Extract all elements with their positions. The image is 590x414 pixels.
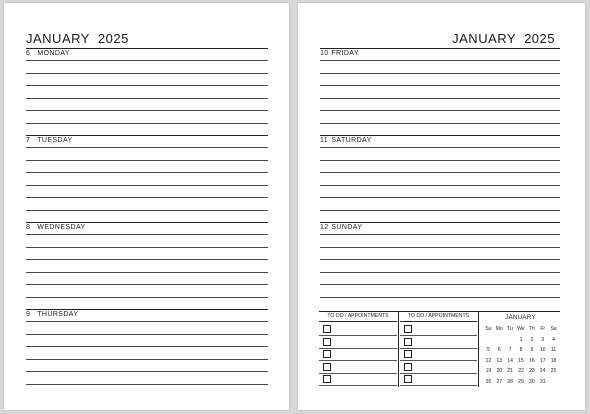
calendar-day <box>483 335 494 346</box>
calendar-day: 3 <box>541 336 545 343</box>
writing-line[interactable] <box>26 234 268 235</box>
writing-line[interactable] <box>26 384 268 385</box>
day-name: THURSDAY <box>37 311 79 318</box>
writing-line[interactable] <box>26 60 268 61</box>
day-header-rule <box>320 222 560 223</box>
todo-row[interactable] <box>319 323 397 336</box>
writing-line[interactable] <box>26 284 268 285</box>
writing-line[interactable] <box>26 73 268 74</box>
calendar-day: 17 <box>539 357 546 364</box>
todo-row[interactable] <box>400 323 477 336</box>
day-section <box>26 309 268 392</box>
checkbox[interactable] <box>323 350 331 358</box>
writing-line[interactable] <box>320 297 560 298</box>
writing-line[interactable] <box>320 284 560 285</box>
calendar-day: 20 <box>496 368 503 374</box>
calendar-month: JANUARY <box>505 314 536 321</box>
day-name: FRIDAY <box>331 50 359 57</box>
checkbox[interactable] <box>323 363 331 371</box>
day-label <box>26 311 78 318</box>
calendar-day: 2 <box>530 336 534 343</box>
day-label <box>26 50 70 57</box>
calendar-day: 31 <box>539 378 546 385</box>
divider <box>478 312 479 387</box>
day-header-rule <box>26 222 268 223</box>
calendar-day: 21 <box>507 368 513 374</box>
checkbox[interactable] <box>404 338 412 346</box>
day-name: MONDAY <box>37 50 70 57</box>
divider <box>400 321 477 322</box>
calendar-day: 5 <box>487 347 490 353</box>
writing-line[interactable] <box>320 123 560 124</box>
page-title: JANUARY 2025 <box>452 31 555 46</box>
todo-header: TO DO / APPOINTMENTS <box>407 313 470 319</box>
writing-line[interactable] <box>26 160 268 161</box>
writing-line[interactable] <box>26 185 268 186</box>
day-header-rule <box>320 48 560 49</box>
bottom-panel <box>319 311 560 387</box>
calendar-day: 8 <box>519 347 523 353</box>
writing-line[interactable] <box>320 185 560 186</box>
day-number: 8 <box>26 224 31 231</box>
writing-line[interactable] <box>26 147 268 148</box>
todo-row[interactable] <box>400 373 477 386</box>
calendar-grid <box>483 324 559 387</box>
day-header-rule <box>320 135 560 136</box>
planner-page-right <box>298 3 585 410</box>
writing-line[interactable] <box>320 272 560 273</box>
calendar-day: 19 <box>485 368 492 374</box>
day-number: 6 <box>26 50 31 57</box>
day-number: 11 <box>320 137 329 144</box>
calendar-day: 23 <box>529 368 535 374</box>
calendar-day: 24 <box>539 368 546 374</box>
writing-line[interactable] <box>320 210 560 211</box>
day-label <box>320 50 359 57</box>
writing-line[interactable] <box>26 359 268 360</box>
todo-header: TO DO / APPOINTMENTS <box>327 313 389 319</box>
writing-line[interactable] <box>320 172 560 173</box>
todo-row[interactable] <box>319 361 397 374</box>
day-header-rule <box>26 309 268 310</box>
divider <box>319 321 397 322</box>
day-name: SUNDAY <box>331 224 363 231</box>
todo-column <box>319 312 397 387</box>
calendar-day: 26 <box>485 378 492 385</box>
calendar-day: 22 <box>518 368 524 374</box>
todo-row[interactable] <box>400 348 477 361</box>
calendar-day: 4 <box>552 336 555 343</box>
writing-line[interactable] <box>26 247 268 248</box>
checkbox[interactable] <box>404 325 412 333</box>
checkbox[interactable] <box>323 325 331 333</box>
day-section <box>320 48 560 131</box>
writing-line[interactable] <box>320 60 560 61</box>
writing-line[interactable] <box>320 259 560 260</box>
checkbox[interactable] <box>404 350 412 358</box>
calendar-day: 15 <box>518 357 524 364</box>
writing-line[interactable] <box>26 110 268 111</box>
writing-line[interactable] <box>320 234 560 235</box>
day-number: 10 <box>320 50 329 57</box>
day-label <box>26 224 86 231</box>
calendar-weekday: Fr <box>540 326 546 332</box>
calendar-day: 25 <box>550 368 557 374</box>
calendar-day <box>494 335 505 346</box>
writing-line[interactable] <box>320 98 560 99</box>
checkbox[interactable] <box>404 363 412 371</box>
calendar-day: 12 <box>485 357 492 364</box>
day-section <box>26 135 268 218</box>
calendar-day: 29 <box>518 378 524 385</box>
writing-line[interactable] <box>320 85 560 86</box>
day-number: 9 <box>26 311 31 318</box>
day-label <box>26 137 73 144</box>
writing-line[interactable] <box>26 297 268 298</box>
page-title: JANUARY 2025 <box>26 31 129 46</box>
calendar-day: 9 <box>530 347 534 353</box>
calendar-day: 16 <box>529 357 535 364</box>
calendar-day: 10 <box>539 347 546 353</box>
writing-line[interactable] <box>26 346 268 347</box>
calendar-day: 30 <box>529 378 535 385</box>
day-label <box>320 224 362 231</box>
day-name: SATURDAY <box>331 137 372 144</box>
writing-line[interactable] <box>320 73 560 74</box>
mini-calendar <box>481 312 560 387</box>
calendar-day: 14 <box>507 357 513 364</box>
writing-line[interactable] <box>320 247 560 248</box>
day-section <box>26 222 268 305</box>
todo-row[interactable] <box>400 361 477 374</box>
todo-row[interactable] <box>319 373 397 386</box>
writing-line[interactable] <box>26 371 268 372</box>
calendar-day <box>548 377 559 388</box>
checkbox[interactable] <box>323 375 331 383</box>
calendar-day: 1 <box>519 336 523 343</box>
todo-column <box>400 312 477 387</box>
writing-line[interactable] <box>320 160 560 161</box>
day-header-rule <box>26 135 268 136</box>
writing-line[interactable] <box>26 98 268 99</box>
calendar-day: 13 <box>496 357 503 364</box>
calendar-weekday: Sa <box>550 326 557 332</box>
writing-line[interactable] <box>26 259 268 260</box>
checkbox[interactable] <box>404 375 412 383</box>
day-section <box>26 48 268 131</box>
day-name: TUESDAY <box>37 137 73 144</box>
todo-row[interactable] <box>319 336 397 349</box>
writing-line[interactable] <box>26 321 268 322</box>
calendar-weekday: Th <box>528 326 535 332</box>
todo-row[interactable] <box>400 336 477 349</box>
calendar-weekday: Mo <box>495 326 503 332</box>
writing-line[interactable] <box>26 123 268 124</box>
planner-page-left <box>4 3 289 410</box>
calendar-day: 27 <box>496 378 503 385</box>
writing-line[interactable] <box>320 147 560 148</box>
writing-line[interactable] <box>26 210 268 211</box>
calendar-day: 28 <box>507 378 513 385</box>
calendar-day: 18 <box>550 357 557 364</box>
calendar-weekday: Su <box>485 326 492 332</box>
writing-line[interactable] <box>26 197 268 198</box>
checkbox[interactable] <box>323 338 331 346</box>
writing-line[interactable] <box>26 272 268 273</box>
calendar-weekday: Tu <box>507 326 513 332</box>
writing-line[interactable] <box>26 334 268 335</box>
day-number: 7 <box>26 137 31 144</box>
todo-row[interactable] <box>319 348 397 361</box>
day-header-rule <box>26 48 268 49</box>
calendar-weekday: We <box>517 326 525 332</box>
writing-line[interactable] <box>26 85 268 86</box>
day-number: 12 <box>320 224 329 231</box>
day-section <box>320 135 560 218</box>
calendar-day <box>505 335 516 346</box>
day-section <box>320 222 560 305</box>
calendar-day: 7 <box>508 347 512 353</box>
divider <box>398 312 399 387</box>
calendar-day: 6 <box>497 347 501 353</box>
writing-line[interactable] <box>320 197 560 198</box>
calendar-day: 11 <box>550 347 557 353</box>
writing-line[interactable] <box>26 172 268 173</box>
day-label <box>320 137 372 144</box>
writing-line[interactable] <box>320 110 560 111</box>
day-name: WEDNESDAY <box>37 224 86 231</box>
